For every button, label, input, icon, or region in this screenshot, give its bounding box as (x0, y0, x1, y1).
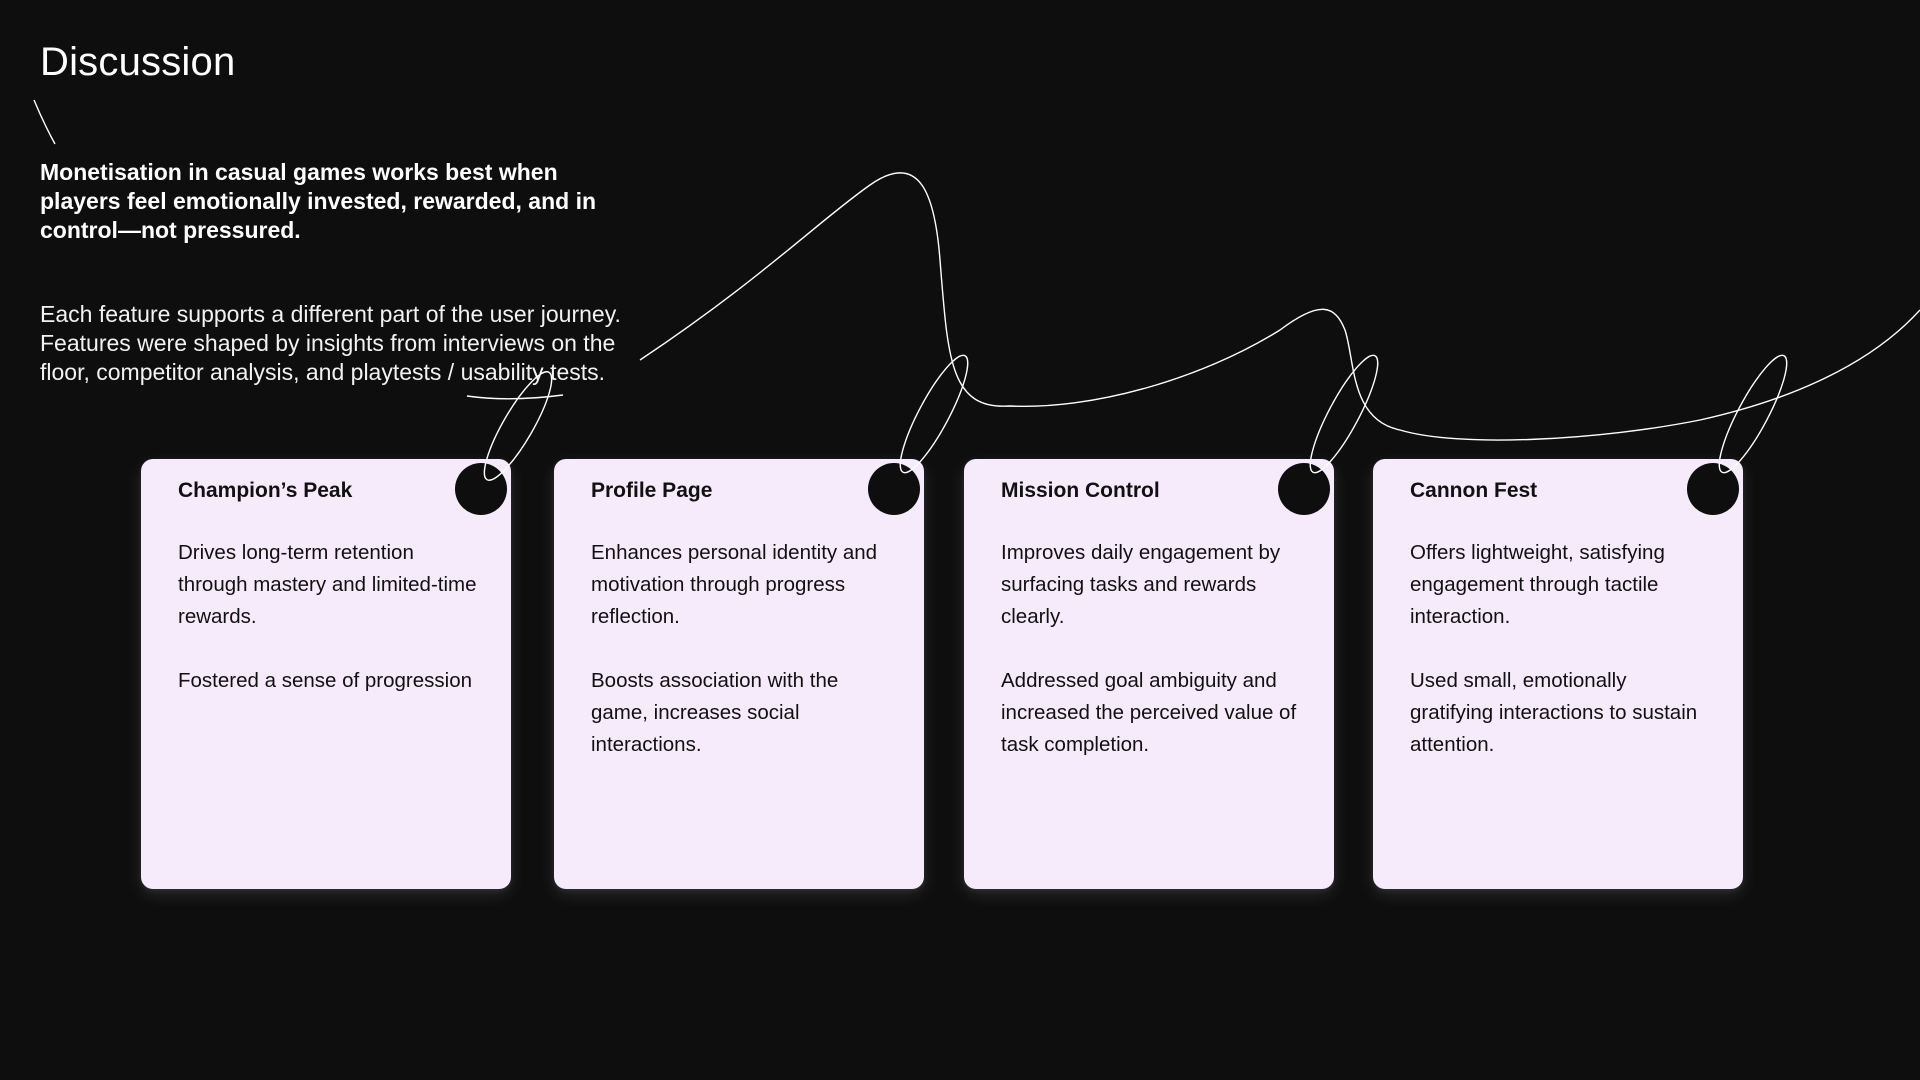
card-description: Enhances personal identity and motivation through progress reflection. (591, 541, 878, 628)
feature-card-cannon-fest (1373, 459, 1743, 889)
card-outcome: Addressed goal ambiguity and increased the perceived value of task completion. (1001, 669, 1297, 756)
card-punch-hole (1687, 463, 1739, 515)
thread-curve (640, 173, 1920, 440)
card-punch-hole (455, 463, 507, 515)
card-outcome: Boosts association with the game, increases social interactions. (591, 669, 839, 756)
card-description: Improves daily engagement by surfacing tasks and rewards clearly. (1001, 541, 1281, 628)
card-punch-hole (1278, 463, 1330, 515)
card-title: Mission Control (1001, 479, 1160, 502)
card-description: Offers lightweight, satisfying engagement through tactile interaction. (1410, 541, 1665, 628)
card-title: Profile Page (591, 479, 713, 502)
feature-card-profile-page (554, 459, 924, 889)
card-title: Champion’s Peak (178, 479, 353, 502)
intro-paragraph: Each feature supports a different part of the user journey. Features were shaped by insights from interviews on the floor, competitor analysis, and playtests / usability tests. (40, 301, 621, 385)
card-punch-hole (868, 463, 920, 515)
feature-card-champions-peak (141, 459, 511, 889)
feature-card-mission-control (964, 459, 1334, 889)
thread-underline (467, 395, 563, 399)
card-outcome: Fostered a sense of progression (178, 669, 472, 692)
card-outcome: Used small, emotionally gratifying interactions to sustain attention. (1410, 669, 1698, 756)
lead-statement: Monetisation in casual games works best when players feel emotionally invested, rewarded, and in control—not pressured. (40, 159, 597, 243)
card-description: Drives long-term retention through mastery and limited-time rewards. (178, 541, 477, 628)
card-title: Cannon Fest (1410, 479, 1538, 502)
page-title: Discussion (40, 40, 236, 84)
thread-tick (34, 100, 55, 144)
